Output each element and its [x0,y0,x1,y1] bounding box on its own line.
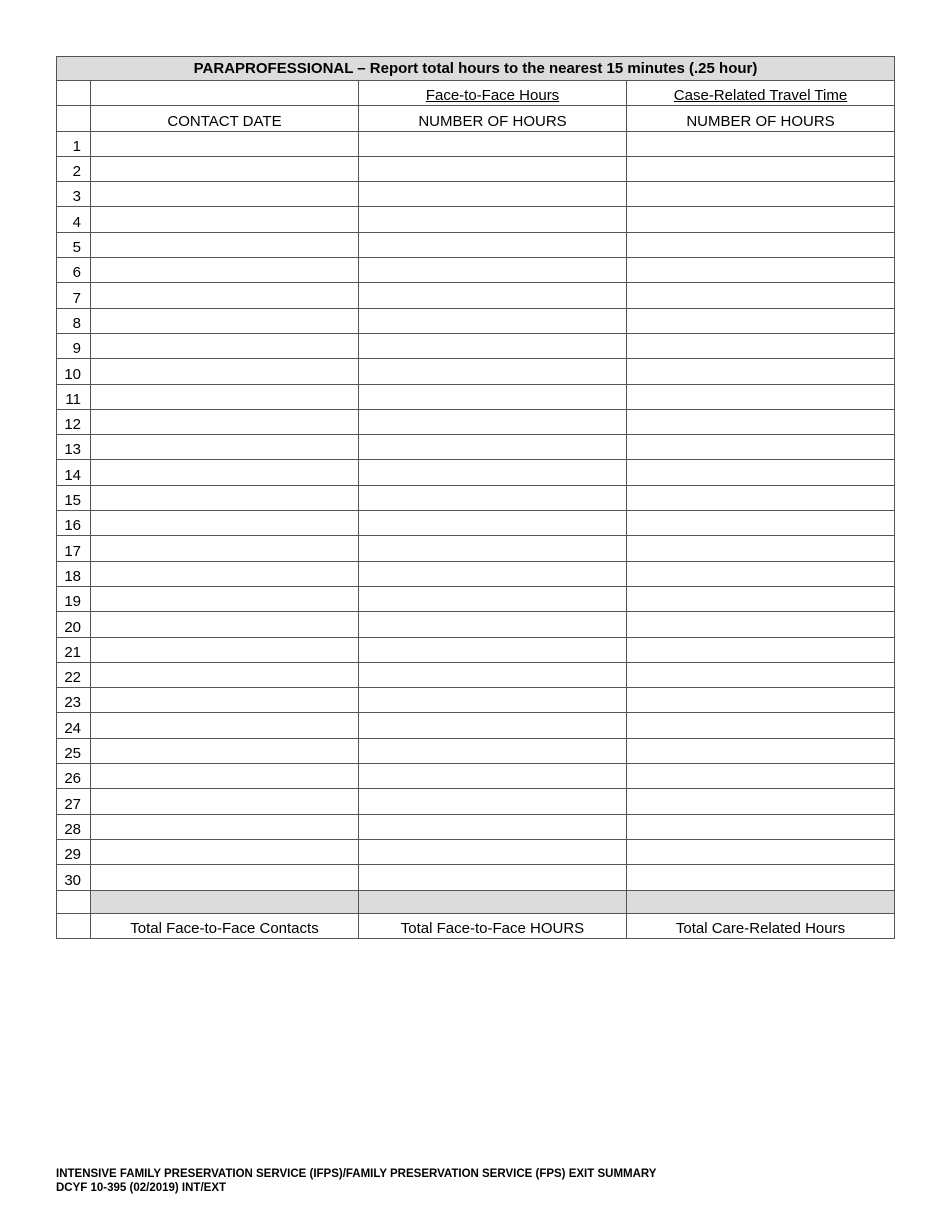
contact-date-cell[interactable] [91,764,359,789]
contact-date-cell[interactable] [91,612,359,637]
row-number: 17 [57,536,91,561]
table-row [57,511,895,536]
row-number: 3 [57,182,91,207]
row-number: 26 [57,764,91,789]
table-row [57,865,895,890]
face-to-face-hours-cell[interactable] [359,131,627,156]
table-row [57,662,895,687]
face-to-face-hours-cell[interactable] [359,232,627,257]
face-to-face-hours-cell[interactable] [359,814,627,839]
row-number: 4 [57,207,91,232]
face-to-face-hours-cell[interactable] [359,536,627,561]
contact-date-cell[interactable] [91,384,359,409]
footer-title: INTENSIVE FAMILY PRESERVATION SERVICE (IFPS)/FAMILY PRESERVATION SERVICE (FPS) EXIT SUMMARY [56,1168,657,1180]
face-to-face-hours-cell[interactable] [359,258,627,283]
row-number: 8 [57,308,91,333]
contact-date-cell[interactable] [91,333,359,358]
travel-hours-cell[interactable] [627,839,895,864]
contact-date-cell[interactable] [91,308,359,333]
row-number: 27 [57,789,91,814]
contact-date-cell[interactable] [91,662,359,687]
contact-date-cell[interactable] [91,435,359,460]
table-row [57,460,895,485]
hours-table [56,56,895,939]
travel-hours-cell[interactable] [627,308,895,333]
total-face-hours-label: Total Face-to-Face HOURS [359,913,627,938]
header-contact [91,81,359,106]
form-footer [56,1167,656,1195]
table-row [57,308,895,333]
total-contacts-label: Total Face-to-Face Contacts [91,913,359,938]
table-row [57,409,895,434]
face-to-face-hours-cell[interactable] [359,511,627,536]
contact-date-cell[interactable] [91,156,359,181]
travel-hours-cell[interactable] [627,182,895,207]
travel-hours-cell[interactable] [627,460,895,485]
face-to-face-hours-cell[interactable] [359,156,627,181]
travel-hours-cell[interactable] [627,688,895,713]
total-face-hours-value[interactable] [359,890,627,913]
row-number: 2 [57,156,91,181]
table-row [57,258,895,283]
face-to-face-hours-cell[interactable] [359,384,627,409]
travel-hours-cell[interactable] [627,511,895,536]
travel-hours-cell[interactable] [627,485,895,510]
table-row [57,738,895,763]
face-to-face-hours-cell[interactable] [359,662,627,687]
row-number: 12 [57,409,91,434]
travel-hours-cell[interactable] [627,536,895,561]
table-title: PARAPROFESSIONAL – Report total hours to the nearest 15 minutes (.25 hour) [57,57,895,81]
row-number: 11 [57,384,91,409]
face-to-face-hours-cell[interactable] [359,460,627,485]
title-row [57,57,895,81]
header-travel-time: Case-Related Travel Time [627,81,895,106]
row-number: 5 [57,232,91,257]
row-number: 15 [57,485,91,510]
row-number: 28 [57,814,91,839]
face-to-face-hours-cell[interactable] [359,308,627,333]
row-number: 18 [57,561,91,586]
row-number: 7 [57,283,91,308]
table-row [57,839,895,864]
travel-hours-cell[interactable] [627,738,895,763]
row-number: 23 [57,688,91,713]
contact-date-cell[interactable] [91,131,359,156]
contact-date-cell[interactable] [91,485,359,510]
table-row [57,232,895,257]
table-row [57,713,895,738]
row-number: 10 [57,359,91,384]
travel-hours-cell[interactable] [627,232,895,257]
travel-hours-cell[interactable] [627,586,895,611]
table-row [57,156,895,181]
table-row [57,435,895,460]
table-row [57,283,895,308]
face-to-face-hours-cell[interactable] [359,839,627,864]
row-number: 19 [57,586,91,611]
contact-date-cell[interactable] [91,561,359,586]
contact-date-cell[interactable] [91,232,359,257]
row-number: 29 [57,839,91,864]
face-to-face-hours-cell[interactable] [359,612,627,637]
contact-date-cell[interactable] [91,839,359,864]
table-row [57,536,895,561]
travel-hours-cell[interactable] [627,789,895,814]
contact-date-cell[interactable] [91,511,359,536]
contact-date-cell[interactable] [91,789,359,814]
total-contacts-value[interactable] [91,890,359,913]
face-to-face-hours-cell[interactable] [359,586,627,611]
face-to-face-hours-cell[interactable] [359,182,627,207]
row-number: 25 [57,738,91,763]
contact-date-cell[interactable] [91,865,359,890]
table-row [57,182,895,207]
subheader-row [57,106,895,131]
table-row [57,561,895,586]
row-number: 22 [57,662,91,687]
travel-hours-cell[interactable] [627,713,895,738]
table-row [57,637,895,662]
subheader-face-hours: NUMBER OF HOURS [359,106,627,131]
table-row [57,586,895,611]
travel-hours-cell[interactable] [627,435,895,460]
face-to-face-hours-cell[interactable] [359,764,627,789]
table-row [57,688,895,713]
travel-hours-cell[interactable] [627,359,895,384]
travel-hours-cell[interactable] [627,612,895,637]
travel-hours-cell[interactable] [627,156,895,181]
face-to-face-hours-cell[interactable] [359,207,627,232]
face-to-face-hours-cell[interactable] [359,637,627,662]
table-row [57,359,895,384]
table-row [57,485,895,510]
table-row [57,612,895,637]
table-row [57,333,895,358]
face-to-face-hours-cell[interactable] [359,485,627,510]
header-row [57,81,895,106]
row-number: 13 [57,435,91,460]
face-to-face-hours-cell[interactable] [359,789,627,814]
travel-hours-cell[interactable] [627,561,895,586]
face-to-face-hours-cell[interactable] [359,561,627,586]
row-number: 20 [57,612,91,637]
totals-blank [57,890,91,913]
face-to-face-hours-cell[interactable] [359,738,627,763]
face-to-face-hours-cell[interactable] [359,359,627,384]
contact-date-cell[interactable] [91,738,359,763]
travel-hours-cell[interactable] [627,283,895,308]
contact-date-cell[interactable] [91,713,359,738]
travel-hours-cell[interactable] [627,131,895,156]
row-number: 14 [57,460,91,485]
contact-date-cell[interactable] [91,688,359,713]
row-number: 6 [57,258,91,283]
header-blank [57,81,91,106]
contact-date-cell[interactable] [91,359,359,384]
contact-date-cell[interactable] [91,409,359,434]
table-row [57,131,895,156]
travel-hours-cell[interactable] [627,258,895,283]
travel-hours-cell[interactable] [627,764,895,789]
row-number: 1 [57,131,91,156]
row-number: 21 [57,637,91,662]
face-to-face-hours-cell[interactable] [359,283,627,308]
face-to-face-hours-cell[interactable] [359,713,627,738]
travel-hours-cell[interactable] [627,662,895,687]
subheader-contact-date: CONTACT DATE [91,106,359,131]
face-to-face-hours-cell[interactable] [359,409,627,434]
totals-label-row [57,913,895,938]
contact-date-cell[interactable] [91,460,359,485]
total-care-hours-label: Total Care-Related Hours [627,913,895,938]
contact-date-cell[interactable] [91,637,359,662]
table-row [57,814,895,839]
face-to-face-hours-cell[interactable] [359,435,627,460]
subheader-travel-hours: NUMBER OF HOURS [627,106,895,131]
table-row [57,384,895,409]
subheader-blank [57,106,91,131]
contact-date-cell[interactable] [91,814,359,839]
travel-hours-cell[interactable] [627,409,895,434]
totals-value-row [57,890,895,913]
travel-hours-cell[interactable] [627,865,895,890]
face-to-face-hours-cell[interactable] [359,688,627,713]
row-number: 30 [57,865,91,890]
total-care-hours-value[interactable] [627,890,895,913]
contact-date-cell[interactable] [91,586,359,611]
contact-date-cell[interactable] [91,283,359,308]
table-row [57,764,895,789]
row-number: 24 [57,713,91,738]
contact-date-cell[interactable] [91,258,359,283]
footer-form-id: DCYF 10-395 (02/2019) INT/EXT [56,1182,227,1194]
travel-hours-cell[interactable] [627,814,895,839]
travel-hours-cell[interactable] [627,333,895,358]
face-to-face-hours-cell[interactable] [359,333,627,358]
contact-date-cell[interactable] [91,536,359,561]
row-number: 16 [57,511,91,536]
header-face-to-face-hours: Face-to-Face Hours [359,81,627,106]
contact-date-cell[interactable] [91,182,359,207]
contact-date-cell[interactable] [91,207,359,232]
table-row [57,207,895,232]
travel-hours-cell[interactable] [627,384,895,409]
travel-hours-cell[interactable] [627,637,895,662]
face-to-face-hours-cell[interactable] [359,865,627,890]
table-row [57,789,895,814]
row-number: 9 [57,333,91,358]
travel-hours-cell[interactable] [627,207,895,232]
totals-label-blank [57,913,91,938]
